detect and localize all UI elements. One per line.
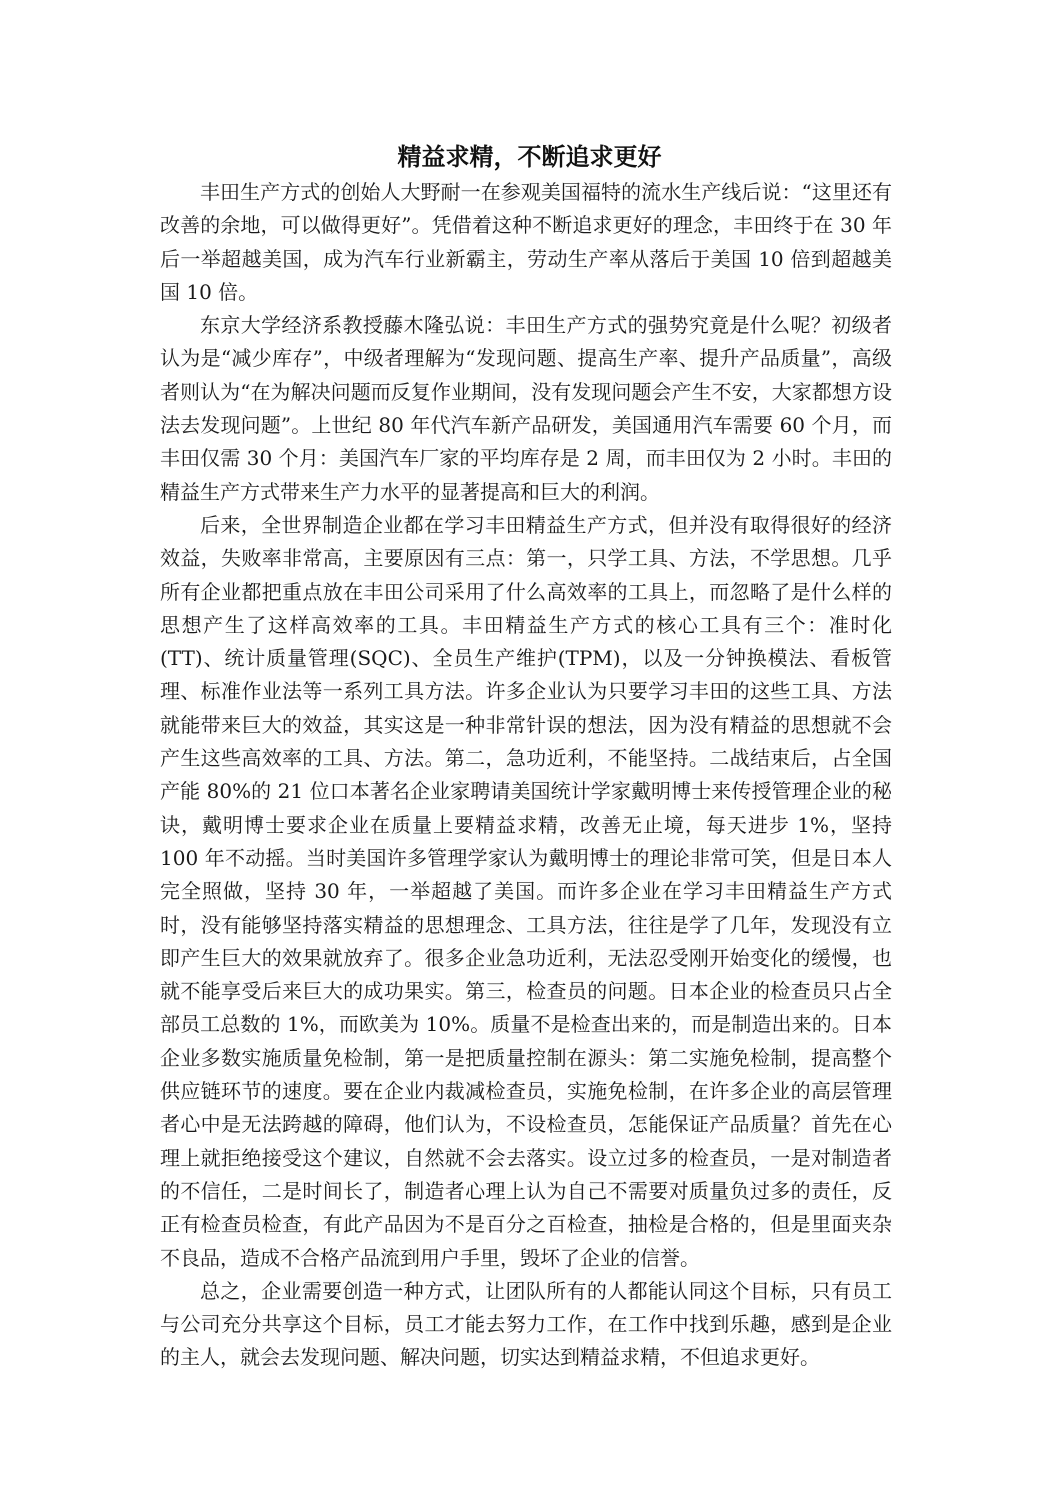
paragraph-3: 后来，全世界制造企业都在学习丰田精益生产方式，但并没有取得很好的经济效益，失败率非常高，主要原因有三点：第一，只学工具、方法，不学思想。几乎所有企业都把重点放在丰田公司采用了什么高效率的工具上，而忽略了是什么样的思想产生了这样高效率的工具。丰田精益生产方式的核心工具有三个：准时化(TT)、统计质量管理(SQC)、全员生产维护(TPM)，以及一分钟换模法、看板管理、标准作业法等一系列工具方法。许多企业认为只要学习丰田的这些工具、方法就能带来巨大的效益，其实这是一种非常针误的想法，因为没有精益的思想就不会产生这些高效率的工具、方法。第二，急功近利，不能坚持。二战结束后，占全国产能 80%的 21 位口本著名企业家聘请美国统计学家戴明博士来传授管理企业的秘诀，戴明博士要求企业在质量上要精益求精，改善无止境，每天进步 1%，坚持 100 年不动摇。当时美国许多管理学家认为戴明博士的理论非常可笑，但是日本人完全照做，坚持 30 年，一举超越了美国。而许多企业在学习丰田精益生产方式时，没有能够坚持落实精益的思想理念、工具方法，往往是学了几年，发现没有立即产生巨大的效果就放弃了。很多企业急功近利，无法忍受刚开始变化的缓慢，也就不能享受后来巨大的成功果实。第三，检查员的问题。日本企业的检查员只占全部员工总数的 1%，而欧美为 10%。质量不是检查出来的，而是制造出来的。日本企业多数实施质量免检制，第一是把质量控制在源头：第二实施免检制，提高整个供应链环节的速度。要在企业内裁减检查员，实施免检制，在许多企业的高层管理者心中是无法跨越的障碍，他们认为，不设检查员，怎能保证产品质量？首先在心理上就拒绝接受这个建议，自然就不会去落实。设立过多的检查员，一是对制造者的不信任，二是时间长了，制造者心理上认为自己不需要对质量负过多的责任，反正有检查员检查，有此产品因为不是百分之百检查，抽检是合格的，但是里面夹杂不良品，造成不合格产品流到用户手里，毁坏了企业的信誉。: [160, 512, 892, 1270]
paragraph-2: 东京大学经济系教授藤木隆弘说：丰田生产方式的强势究竟是什么呢？初级者认为是“减少库存”，中级者理解为“发现问题、提高生产率、提升产品质量”，高级者则认为“在为解决问题而反复作业期间，没有发现问题会产生不安，大家都想方设法去发现问题”。上世纪 80 年代汽车新产品研发，美国通用汽车需要 60 个月，而丰田仅需 30 个月：美国汽车厂家的平均库存是 2 周，而丰田仅为 2 小时。丰田的精益生产方式带来生产力水平的显著提高和巨大的利润。: [160, 313, 892, 504]
paragraph-1: 丰田生产方式的创始人大野耐一在参观美国福特的流水生产线后说：“这里还有改善的余地，可以做得更好”。凭借着这种不断追求更好的理念，丰田终于在 30 年后一举超越美国，成为汽车行业新霸主，劳动生产率从落后于美国 10 倍到超越美国 10 倍。: [160, 180, 892, 304]
document-body: [160, 176, 892, 1375]
document-title: 精益求精，不断追求更好: [397, 142, 662, 171]
paragraph-4: 总之，企业需要创造一种方式，让团队所有的人都能认同这个目标，只有员工与公司充分共享这个目标，员工才能去努力工作，在工作中找到乐趣，感到是企业的主人，就会去发现问题、解决问题，切实达到精益求精，不但追求更好。: [160, 1278, 892, 1370]
